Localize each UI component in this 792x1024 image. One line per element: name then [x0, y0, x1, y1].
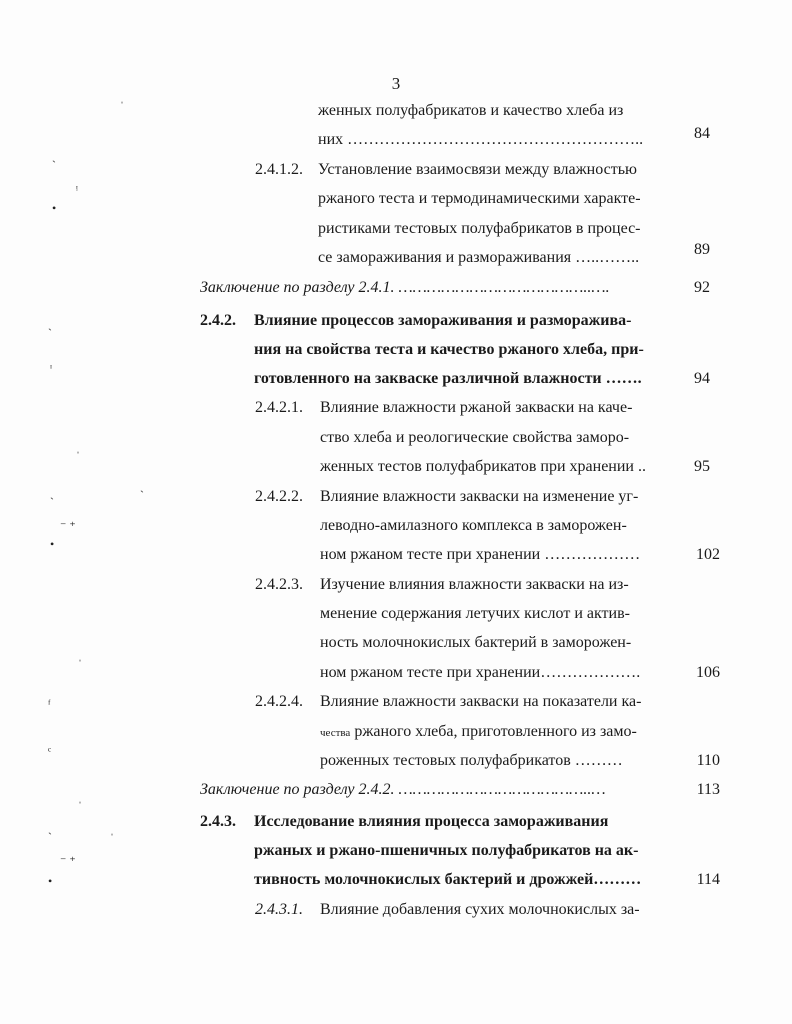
toc-line: них ………………………………………………..	[318, 131, 644, 148]
section-number: 2.4.2.4.	[255, 693, 303, 710]
page-ref: 114	[696, 871, 720, 888]
toc-line: женных полуфабрикатов и качество хлеба из	[318, 102, 624, 119]
page-ref: 84	[694, 125, 710, 142]
toc-line: се замораживания и размораживания …..……..	[318, 249, 640, 266]
scan-speck: •	[48, 874, 53, 888]
toc-line: ство хлеба и реологические свойства заморо-	[320, 429, 630, 446]
page-number: 3	[391, 74, 401, 93]
small-word: чества	[320, 727, 351, 739]
scan-speck: ˈ	[76, 449, 80, 463]
section-number: 2.4.2.	[200, 312, 236, 329]
scan-speck: ᶦ	[50, 361, 52, 375]
toc-line: ржаного теста и термодинамическими характе-	[318, 190, 641, 207]
toc-line: Влияние влажности закваски на изменение уг-	[320, 488, 639, 505]
scan-speck: ˈ	[78, 799, 82, 813]
toc-line: ристиками тестовых полуфабрикатов в процес-	[318, 220, 641, 237]
toc-line: Влияние влажности ржаной закваски на каче-	[320, 399, 633, 416]
scan-speck: ᶠ	[48, 697, 51, 711]
scan-speck: •	[50, 537, 55, 551]
scan-speck: ᶜ	[48, 744, 52, 758]
page-ref: 89	[694, 241, 710, 258]
scan-speck: ˎ	[48, 317, 52, 331]
toc-line: ржаных и ржано-пшеничных полуфабрикатов на ак-	[254, 842, 639, 859]
scan-speck: ˎ	[50, 486, 54, 500]
toc-line: Влияние влажности закваски на показатели ка-	[320, 693, 642, 710]
toc-conclusion: Заключение по разделу 2.4.1. …………………………………..….	[200, 279, 610, 296]
toc-line: Установление взаимосвязи между влажностью	[318, 161, 637, 178]
scan-speck: ˈ	[120, 99, 124, 113]
toc-line: ность молочнокислых бактерий в заморожен-	[320, 634, 632, 651]
page-ref: 110	[696, 752, 720, 769]
scan-speck: •	[52, 201, 57, 215]
scan-speck: ˈ	[110, 831, 114, 845]
section-number: 2.4.2.3.	[255, 576, 303, 593]
toc-line: Изучение влияния влажности закваски на из-	[320, 576, 629, 593]
scan-speck: ˎ	[48, 821, 52, 835]
page-ref: 94	[694, 370, 710, 387]
scan-speck: ⁻ ⁺	[60, 854, 76, 868]
toc-line-wrap	[320, 722, 637, 743]
toc-line: Исследование влияния процесса замораживания	[254, 813, 609, 830]
page-ref: 95	[694, 458, 710, 475]
toc-line: Влияние процессов замораживания и разморажива-	[254, 312, 632, 329]
toc-line: роженных тестовых полуфабрикатов ………	[320, 752, 623, 769]
page-ref: 113	[696, 781, 720, 798]
toc-line: ном ржаном тесте при хранении ………………	[320, 546, 641, 563]
scan-speck: ᵎ	[76, 182, 78, 196]
section-number: 2.4.2.1.	[255, 399, 303, 416]
scan-speck: ⁻ ⁺	[60, 519, 76, 533]
toc-line: женных тестов полуфабрикатов при хранении ..	[320, 458, 646, 475]
section-number: 2.4.3.1.	[255, 901, 303, 918]
toc-line-rest: ржаного хлеба, приготовленного из замо-	[354, 723, 637, 740]
toc-line: менение содержания летучих кислот и актив-	[320, 605, 630, 622]
scan-speck: ˈ	[78, 657, 82, 671]
section-number: 2.4.1.2.	[255, 161, 303, 178]
toc-line: ном ржаном тесте при хранении……………….	[320, 664, 641, 681]
toc-line: ния на свойства теста и качество ржаного хлеба, при-	[254, 341, 644, 358]
toc-line: тивность молочнокислых бактерий и дрожжей………	[254, 871, 642, 888]
toc-line: леводно-амилазного комплекса в заморожен-	[320, 517, 627, 534]
page-ref: 102	[696, 546, 720, 563]
toc-line: Влияние добавления сухих молочнокислых за-	[320, 901, 640, 918]
toc-line: готовленного на закваске различной влажности …….	[254, 370, 642, 387]
section-number: 2.4.3.	[200, 813, 236, 830]
page-ref: 92	[694, 279, 710, 296]
page-ref: 106	[696, 664, 720, 681]
scan-speck: ˎ	[52, 149, 56, 163]
scan-speck: ˏ	[140, 479, 144, 493]
section-number: 2.4.2.2.	[255, 488, 303, 505]
toc-conclusion: Заключение по разделу 2.4.2. …………………………………..…	[200, 781, 606, 798]
